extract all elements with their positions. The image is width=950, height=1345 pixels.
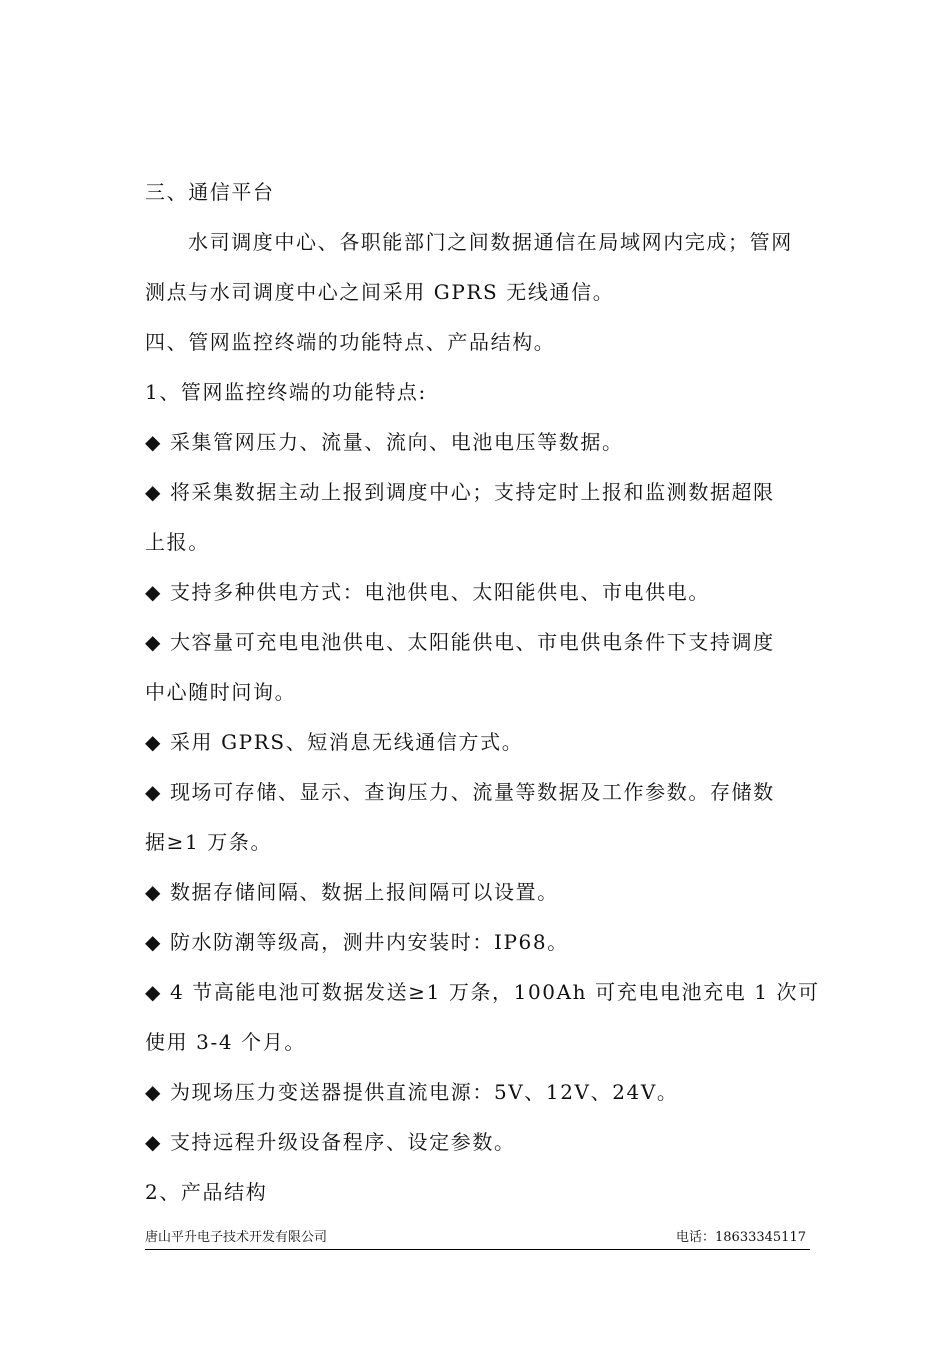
paragraph-line: 水司调度中心、各职能部门之间数据通信在局域网内完成；管网 [188,230,793,254]
section-heading-communication-platform: 三、通信平台 [145,180,275,204]
bullet-item: ◆ 支持远程升级设备程序、设定参数。 [145,1130,516,1154]
page-footer [145,1228,810,1248]
bullet-item: ◆ 防水防潮等级高，测井内安装时：IP68。 [145,930,569,954]
bullet-continuation: 上报。 [145,530,210,554]
footer-phone: 电话：18633345117 [676,1230,806,1245]
bullet-continuation: 使用 3-4 个月。 [145,1030,306,1054]
bullet-continuation: 中心随时问询。 [145,680,297,704]
bullet-item: ◆ 现场可存储、显示、查询压力、流量等数据及工作参数。存储数 [145,780,775,804]
footer-company: 唐山平升电子技术开发有限公司 [145,1230,328,1245]
section-heading-terminal-features: 四、管网监控终端的功能特点、产品结构。 [145,330,556,354]
bullet-item: ◆ 支持多种供电方式：电池供电、太阳能供电、市电供电。 [145,580,710,604]
bullet-item: ◆ 数据存储间隔、数据上报间隔可以设置。 [145,880,559,904]
bullet-item: ◆ 为现场压力变送器提供直流电源：5V、12V、24V。 [145,1080,679,1104]
paragraph-line: 测点与水司调度中心之间采用 GPRS 无线通信。 [145,280,615,304]
bullet-item: ◆ 采用 GPRS、短消息无线通信方式。 [145,730,524,754]
bullet-item: ◆ 将采集数据主动上报到调度中心；支持定时上报和监测数据超限 [145,480,775,504]
footer-rule [145,1249,810,1250]
subsection-heading-product-structure: 2、产品结构 [145,1180,268,1204]
bullet-item: ◆ 4 节高能电池可数据发送≥1 万条，100Ah 可充电电池充电 1 次可 [145,980,820,1004]
bullet-item: ◆ 采集管网压力、流量、流向、电池电压等数据。 [145,430,624,454]
subsection-heading-features: 1、管网监控终端的功能特点: [145,380,427,404]
bullet-continuation: 据≥1 万条。 [145,830,273,854]
bullet-item: ◆ 大容量可充电电池供电、太阳能供电、市电供电条件下支持调度 [145,630,775,654]
